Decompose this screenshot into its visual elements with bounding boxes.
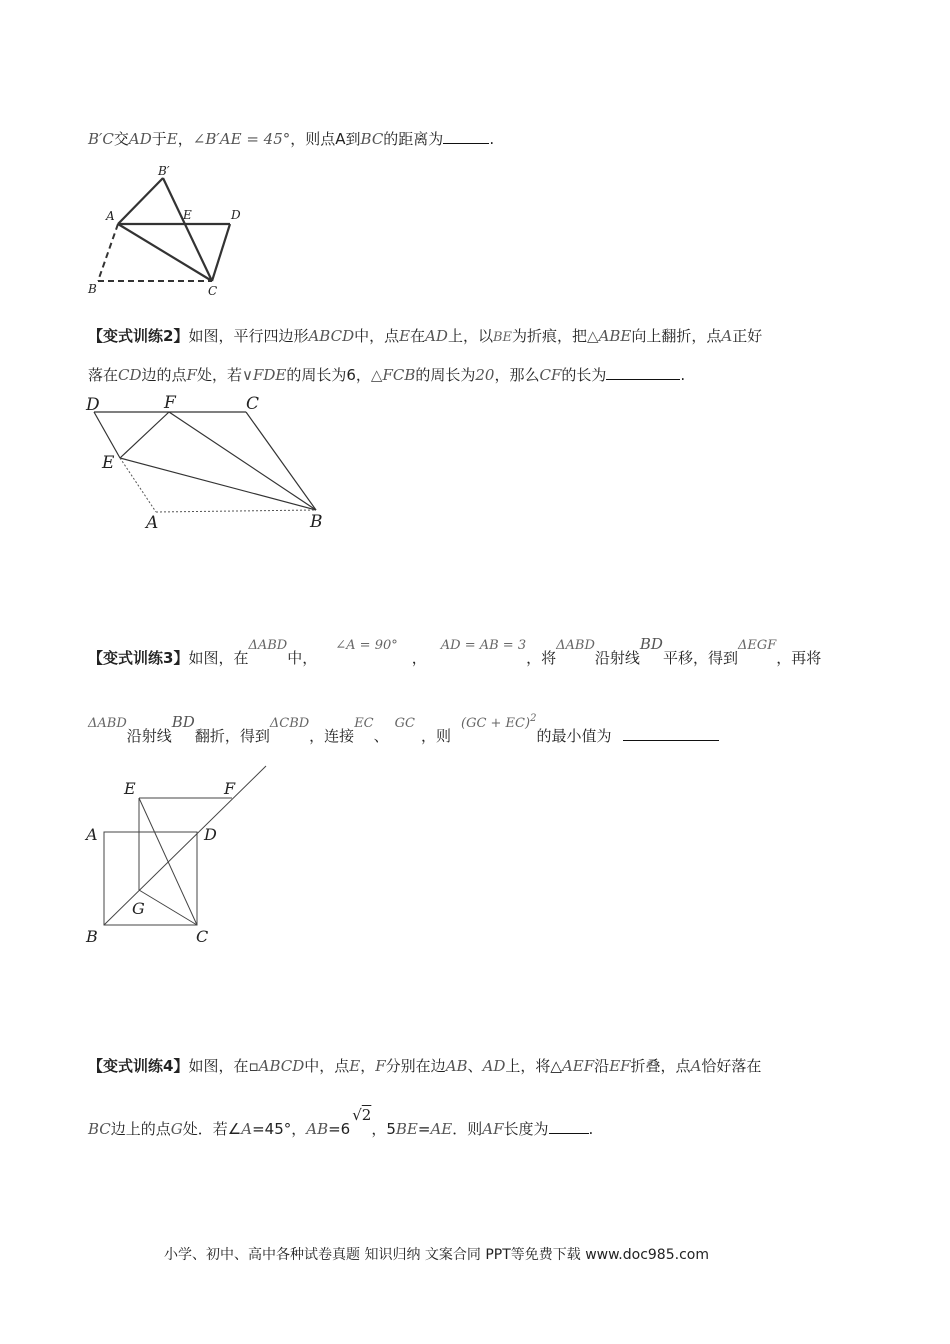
text: 平移，得到 (662, 649, 738, 667)
text: 的周长为 (415, 366, 476, 384)
math: CD (118, 366, 142, 384)
math: AEF (561, 1057, 595, 1075)
sqrt-radicand: 2 (361, 1106, 372, 1124)
text: 的距离为 (383, 130, 444, 148)
label-b: B (310, 512, 323, 532)
text: ．则 (452, 1120, 483, 1138)
math: EF (609, 1057, 631, 1075)
math: ΔEGF (737, 638, 777, 653)
sqrt-sign: √2 (352, 1106, 372, 1124)
figure1-diagram (84, 160, 254, 300)
math: AD (482, 1057, 506, 1075)
math-segment: AD (128, 130, 152, 148)
math: (GC + EC) (461, 716, 531, 731)
math-angle: ∠B′AE = 45° (192, 130, 291, 148)
math-segment: BC (360, 130, 384, 148)
text: 边的点 (141, 366, 187, 384)
label-a: A (86, 825, 98, 844)
text: ，那么 (494, 366, 540, 384)
text: 如图，在 (188, 649, 249, 667)
text: . (588, 1120, 594, 1138)
problem-tag: 【变式训练3】 (88, 649, 189, 667)
text: ，5 (371, 1120, 396, 1138)
label-f: F (224, 779, 236, 798)
math: F (375, 1057, 386, 1075)
math: ABCD (258, 1057, 305, 1075)
problem3-line2 (88, 713, 719, 749)
text: ，再将 (776, 649, 822, 667)
text: . (489, 130, 495, 148)
text: ， (360, 1057, 376, 1075)
answer-blank (443, 129, 489, 144)
text: 分别在边 (385, 1057, 446, 1075)
text: 中， (287, 649, 318, 667)
text: 的最小值为 (536, 727, 612, 745)
text: 如图，在▫ (188, 1057, 259, 1075)
problem1-line (88, 128, 494, 150)
text: . (680, 366, 686, 384)
text: 于 (151, 130, 167, 148)
label-e: E (102, 453, 115, 473)
math: E (349, 1057, 361, 1075)
math: BE (395, 1120, 418, 1138)
text: 处，若 (196, 366, 242, 384)
math-point: E (166, 130, 178, 148)
text: 正好 (732, 327, 763, 345)
problem-tag: 【变式训练2】 (88, 327, 189, 345)
label-d: D (231, 208, 241, 222)
math: BC (88, 1120, 111, 1138)
text: 沿 (594, 1057, 610, 1075)
math: CF (539, 366, 562, 384)
text: 上，将△ (505, 1057, 562, 1075)
math: ∨FDE (241, 366, 287, 384)
label-c: C (196, 927, 209, 946)
text: 沿射线 (594, 649, 640, 667)
text: 落在 (88, 366, 119, 384)
label-e: E (183, 208, 192, 222)
math: F (186, 366, 197, 384)
label-b: B (88, 282, 97, 296)
math: BD (639, 635, 663, 653)
math: AE (430, 1120, 453, 1138)
text: 沿射线 (126, 727, 172, 745)
label-d: D (204, 825, 217, 844)
label-d: D (86, 395, 100, 415)
text: ， (411, 649, 427, 667)
text: ，连接 (309, 727, 355, 745)
text: 的长为 (561, 366, 607, 384)
text: 中，点 (304, 1057, 350, 1075)
text: ，则 (420, 727, 451, 745)
label-c: C (208, 284, 218, 298)
math-exponent: 2 (530, 713, 537, 724)
math: G (170, 1120, 183, 1138)
problem2-line2 (88, 364, 685, 386)
answer-blank (606, 365, 680, 380)
math: △FCB (370, 366, 416, 384)
math: AD = AB = 3 (440, 638, 527, 653)
label-b: B (86, 927, 98, 946)
problem3-line1 (88, 635, 822, 671)
math: E (399, 327, 411, 345)
math: BE (492, 330, 513, 345)
label-a: A (106, 209, 115, 223)
answer-blank (623, 726, 719, 741)
text: 中，点 (354, 327, 400, 345)
math: A (690, 1057, 702, 1075)
text: 、 (373, 727, 389, 745)
answer-blank (549, 1119, 589, 1134)
label-a: A (146, 513, 159, 533)
text: 长度为 (503, 1120, 549, 1138)
problem4-line1 (88, 1055, 761, 1077)
math: ΔABD (88, 716, 127, 731)
math: AB (445, 1057, 468, 1075)
text: 如图，平行四边形 (188, 327, 309, 345)
text: 恰好落在 (701, 1057, 762, 1075)
text: ， (177, 130, 193, 148)
figure3-diagram (82, 760, 282, 950)
math: 20 (475, 366, 495, 384)
text: 、 (467, 1057, 483, 1075)
math: AF (482, 1120, 504, 1138)
text: ，则点A到 (290, 130, 361, 148)
label-g: G (132, 899, 145, 918)
math: ABCD (308, 327, 355, 345)
text: 上，以 (447, 327, 493, 345)
text: 交 (113, 130, 129, 148)
text: 的周长为6， (286, 366, 371, 384)
label-b-prime: B′ (158, 164, 170, 178)
text: ，将 (526, 649, 557, 667)
text: 边上的点 (110, 1120, 171, 1138)
text: 折叠，点 (630, 1057, 691, 1075)
math: BD (171, 713, 195, 731)
math: EC (354, 716, 374, 731)
text: =6 (328, 1120, 351, 1138)
problem4-line2 (88, 1106, 594, 1140)
text: = (417, 1120, 431, 1138)
problem-tag: 【变式训练4】 (88, 1057, 189, 1075)
text: 翻折，得到 (194, 727, 270, 745)
page-footer: 小学、初中、高中各种试卷真题 知识归纳 文案合同 PPT等免费下载 www.doc985.com (164, 1247, 709, 1263)
math: GC (394, 716, 415, 731)
label-f: F (164, 393, 176, 413)
text: =45°， (252, 1120, 307, 1138)
math: A (721, 327, 733, 345)
label-c: C (246, 394, 260, 414)
text: 为折痕，把 (512, 327, 588, 345)
math: ΔCBD (269, 716, 310, 731)
math: A (241, 1120, 253, 1138)
math: ∠A = 90° (335, 638, 398, 653)
label-e: E (124, 779, 136, 798)
math-segment: B′C (88, 130, 114, 148)
math: ΔABD (556, 638, 595, 653)
problem2-line1 (88, 325, 762, 349)
math: AD (425, 327, 448, 345)
math: ΔABD (248, 638, 288, 653)
figure2-diagram (80, 390, 340, 535)
text: 在 (410, 327, 426, 345)
text: 处．若∠ (182, 1120, 242, 1138)
math: △ABE (587, 327, 632, 345)
text: 向上翻折，点 (631, 327, 722, 345)
math: AB (306, 1120, 329, 1138)
